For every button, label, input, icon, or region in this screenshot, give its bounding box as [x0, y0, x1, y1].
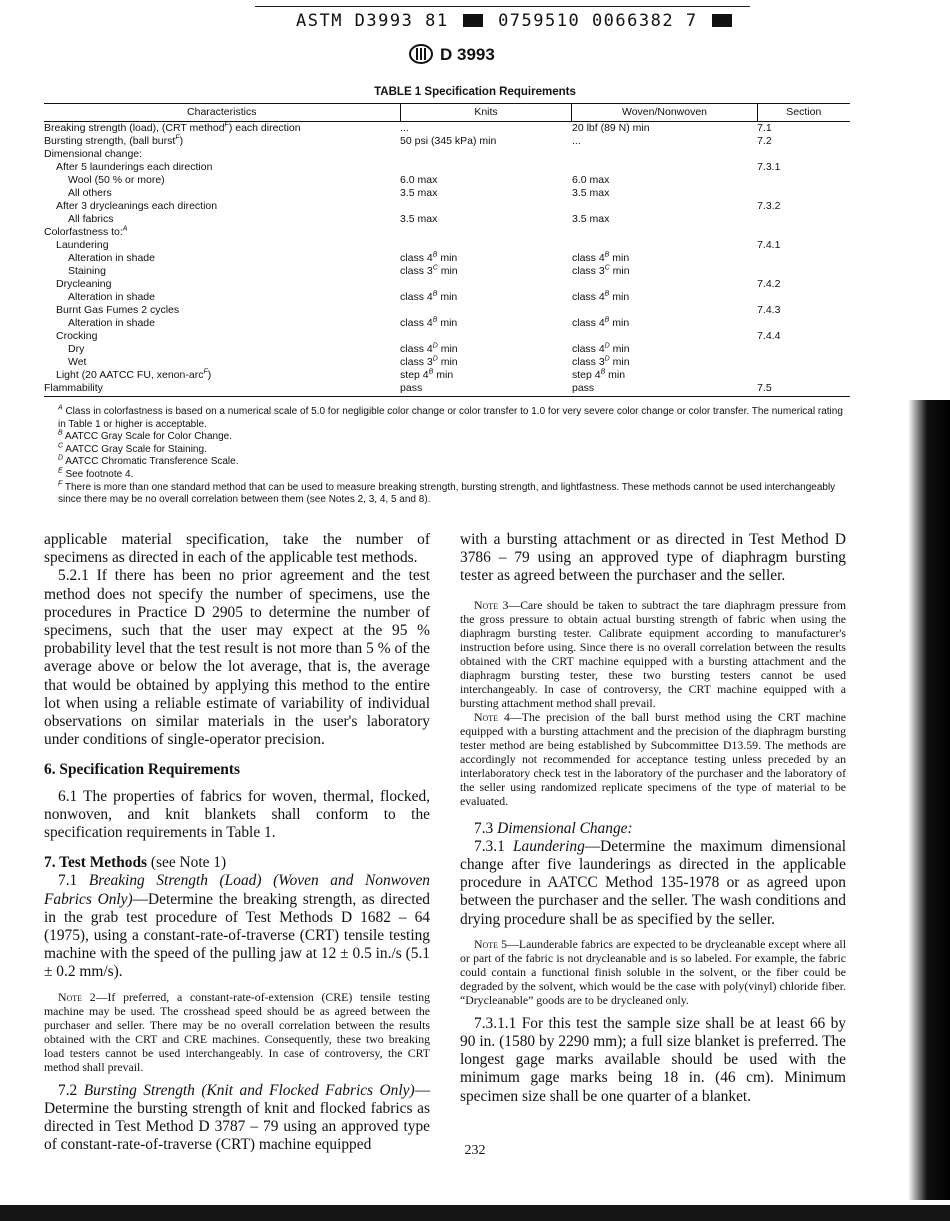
cell-knits: [400, 148, 572, 161]
cell-characteristic: Alteration in shade: [68, 252, 155, 264]
cell-section: 7.4.2: [757, 278, 781, 290]
cell-section: [757, 317, 850, 330]
cell-section: 7.3.1: [757, 161, 781, 173]
p731-body: —Determine the maximum dimensional change after five launderings as directed in the applicable procedure in AATCC Method 135-1978 or as agreed upon between the purchaser and the seller. The wash conditions and drying procedure shall be as specified by the seller.: [460, 837, 846, 928]
table-row: [44, 187, 850, 200]
p72-body: —Determine the bursting strength of knit and flocked fabrics as directed in Test Method D 3787 – 79 using an approved type of constant-rate-of-traverse (CRT) machine equipped: [44, 1081, 430, 1154]
cell-woven: [572, 304, 757, 317]
note2-label: Note 2: [58, 989, 96, 1004]
cell-knits: [400, 239, 572, 252]
cell-characteristic: Breaking strength (load), (CRT method$^F$) each direction: [44, 121, 301, 134]
note2-body: —If preferred, a constant-rate-of-extension (CRE) tensile testing machine may be used. The crosshead speed should be as agreed between the purchaser and seller. There may be no overall correlation between the results obtained with the CRT and CRE machines. Consequently, these two breaking load testers cannot be used interchangeably. In case of controversy, the CRT method shall prevail.: [44, 989, 430, 1074]
cell-woven: [572, 330, 757, 343]
cell-woven: 3.5 max: [571, 213, 610, 225]
cell-section: [757, 148, 850, 161]
note5-body: —Launderable fabrics are expected to be drycleanable except where all or part of the fabric is not drycleanable and is so labeled. For example, the fabric could contain a functional finish soluble in the solvent, or the fiber could be degraded by the solvent, which would be the case with poly(vinyl) chloride fiber. “Drycleanable” goods are to be drycleaned only.: [460, 936, 846, 1007]
cell-characteristic: Colorfastness to:$^A$: [44, 225, 128, 238]
table-row: [44, 174, 850, 187]
p72-title: Bursting Strength (Knit and Flocked Fabrics Only): [83, 1081, 415, 1099]
table-row: [44, 213, 850, 226]
cell-woven: [572, 161, 757, 174]
table-body: [44, 122, 850, 397]
cell-section: 7.1: [757, 122, 772, 134]
cell-woven: 3.5 max: [571, 187, 610, 199]
section-6-heading: 6. Specification Requirements: [44, 761, 240, 779]
cell-characteristic: Crocking: [56, 330, 98, 342]
cell-knits: class $4^B$ min: [400, 290, 458, 303]
footnote: $^E$ See footnote 4.: [58, 467, 134, 480]
footnote: $^D$ AATCC Chromatic Transference Scale.: [58, 455, 239, 468]
cell-knits: class $3^C$ min: [400, 264, 458, 277]
cell-woven: class $4^D$ min: [571, 342, 630, 355]
note4-body: —The precision of the ball burst method using the CRT machine equipped with a bursting attachment and the precision of the diaphragm bursting tester method are being established by Subcommittee D13.59. The methods are accordingly not recommended for acceptance testing unless preceded by an interlaboratory check test in the laboratory of the purchaser and the laboratory of the seller using randomized replicate specimens of the type of material to be evaluated.: [460, 709, 846, 808]
note3-body: —Care should be taken to subtract the tare diaphragm pressure from the gross pressure to obtain actual bursting strength of fabric when using the diaphragm bursting tester. Calibrate equipment according to manufacturer's instruction before using. Since there is no overall correlation between the results obtained with the CRT machine equipped with a bursting attachment and the diaphragm bursting tester, these two bursting testers cannot be used interchangeably. In case of controversy, the CRT machine equipped with a bursting attachment method shall prevail.: [460, 597, 847, 710]
cell-woven: [572, 278, 757, 291]
cell-characteristic: All others: [68, 187, 112, 199]
p731-number: 7.3.1: [474, 837, 513, 855]
cell-characteristic: Bursting strength, (ball burst$^F$): [44, 134, 184, 147]
note-4: [460, 710, 846, 808]
cell-characteristic: Dimensional change:: [44, 148, 143, 160]
footnote: $^F$ There is more than one standard method that can be used to measure breaking strength, bursting strength, and lightfastness. These methods cannot be used interchangeably since there may be no overall correlation between them (see Notes 2, 3, 4, 5 and 8).: [58, 480, 836, 506]
cell-knits: [400, 200, 572, 213]
cell-knits: step $4^B$ min: [400, 368, 454, 381]
col-header-section: Section: [757, 104, 850, 122]
cell-characteristic: Staining: [68, 265, 106, 277]
cell-section: [757, 187, 850, 200]
p71-body: —Determine the breaking strength, as directed in the grab test procedure of Test Methods D 1682 – 64 (1975), using a constant-rate-of-traverse (CRT) tensile testing machine with the speed of the pulling jaw at 12 ± 0.5 in./s (5.1 ± 0.2 mm/s).: [44, 890, 430, 981]
footnote: $^B$ AATCC Gray Scale for Color Change.: [58, 429, 232, 443]
note-3: [460, 598, 846, 710]
cell-knits: 3.5 max: [400, 213, 438, 225]
cell-knits: 3.5 max: [400, 187, 438, 199]
footnote: $^C$ AATCC Gray Scale for Staining.: [58, 442, 207, 455]
col-header-woven: Woven/Nonwoven: [572, 104, 757, 122]
paragraph-continuation: with a bursting attachment or as directed in Test Method D 3786 – 79 using an approved type of diaphragm bursting tester as agreed between the purchaser and the seller.: [460, 531, 846, 585]
paragraph-continuation: applicable material specification, take the number of specimens as directed in each of the applicable test methods.: [44, 531, 430, 567]
note5-label: Note 5: [474, 936, 508, 951]
cell-knits: [400, 330, 572, 343]
cell-section: 7.3.2: [757, 200, 781, 212]
table-row: [44, 161, 850, 174]
p73-title: Dimensional Change:: [497, 819, 633, 837]
cell-woven: [572, 226, 757, 239]
cell-woven: [572, 148, 757, 161]
cell-characteristic: Burnt Gas Fumes 2 cycles: [56, 304, 180, 316]
p72-number: 7.2: [58, 1081, 84, 1099]
cell-section: [757, 343, 850, 356]
cell-characteristic: Light (20 AATCC FU, xenon-arc$^F$): [56, 368, 212, 381]
cell-woven: class $4^B$ min: [571, 251, 630, 264]
paragraph-7-3-1-1: 7.3.1.1 For this test the sample size shall be at least 66 by 90 in. (1580 by 2290 mm); a full size blanket is preferred. The longest gage marks available should be used with the minimum gage marks being 18 in. (46 cm). Minimum specimen size shall be one quarter of a blanket.: [460, 1014, 846, 1105]
table-row: [44, 356, 850, 369]
specification-table: [44, 103, 850, 397]
cell-woven: 20 lbf (89 N) min: [571, 122, 650, 134]
cell-characteristic: Alteration in shade: [68, 317, 155, 329]
table-row: [44, 291, 850, 304]
paragraph-6-1: 6.1 The properties of fabrics for woven, thermal, flocked, nonwoven, and knit blankets shall conform to the specification requirements in Table 1.: [44, 787, 430, 842]
page-number: 232: [464, 1143, 486, 1158]
cell-woven: 6.0 max: [571, 174, 610, 186]
scan-bottom-edge: [0, 1205, 950, 1221]
cell-knits: class $3^D$ min: [400, 355, 458, 368]
paragraph-7-1: [44, 872, 430, 981]
paragraph-7-3: [460, 820, 846, 838]
header-code-part1: ASTM D3993 81: [296, 11, 449, 31]
right-column: [460, 531, 846, 1106]
note-5: [460, 937, 846, 1007]
paragraph-5-2-1: 5.2.1 If there has been no prior agreement and the test method does not specify the number of specimens, use the procedures in Practice D 2905 to determine the number of specimens, such that the user may expect at the 95 % probability level that the test result is not more than 5 % of the average above or below the lot average, that is, the average that would be obtained by applying this method to the entire lot when using a reliable estimate of variability of individual observations on similar materials in the user's laboratory under conditions of single-operator precision.: [44, 567, 430, 749]
table-row: [44, 226, 850, 239]
note4-label: Note 4: [474, 709, 510, 724]
col-header-characteristics: Characteristics: [44, 104, 400, 122]
note3-label: Note 3: [474, 597, 509, 612]
cell-woven: class $3^D$ min: [571, 355, 630, 368]
table-row: [44, 122, 850, 136]
cell-knits: [400, 161, 572, 174]
table-row: [44, 382, 850, 397]
p71-title: Breaking Strength (Load) (Woven and Nonwoven Fabrics Only): [44, 872, 430, 908]
cell-section: [757, 291, 850, 304]
astm-logo-icon: [408, 44, 434, 64]
table-row: [44, 369, 850, 382]
cell-woven: pass: [572, 382, 757, 397]
note-2: [44, 990, 430, 1074]
cell-characteristic: After 3 drycleanings each direction: [56, 200, 218, 212]
cell-section: [757, 369, 850, 382]
left-column: [44, 531, 430, 1154]
col-header-knits: Knits: [400, 104, 572, 122]
scan-edge-shadow: [908, 400, 950, 1200]
cell-characteristic: Alteration in shade: [68, 291, 155, 303]
cell-woven: class $3^C$ min: [571, 264, 630, 277]
document-code-header: [296, 11, 736, 31]
cell-section: [757, 213, 850, 226]
cell-woven: ...: [571, 135, 581, 147]
table-row: [44, 148, 850, 161]
p73-number: 7.3: [474, 819, 498, 837]
section-7-note-ref: (see Note 1): [147, 854, 227, 872]
cell-section: [757, 174, 850, 187]
cell-characteristic: All fabrics: [68, 213, 114, 225]
cell-woven: class $4^B$ min: [571, 290, 630, 303]
astm-designation: [408, 44, 495, 65]
cell-knits: ...: [400, 122, 409, 134]
p71-number: 7.1: [58, 872, 89, 890]
cell-knits: class $4^B$ min: [400, 251, 458, 264]
table-row: [44, 343, 850, 356]
cell-characteristic: Flammability: [44, 382, 400, 397]
black-block-mark: [712, 14, 732, 27]
cell-characteristic: Dry: [68, 343, 85, 355]
cell-section: 7.2: [757, 135, 772, 147]
cell-woven: [572, 239, 757, 252]
cell-woven: step $4^B$ min: [571, 368, 626, 381]
header-rule: [255, 6, 750, 7]
cell-section: [757, 265, 850, 278]
cell-section: [757, 252, 850, 265]
table-row: [44, 317, 850, 330]
table-row: [44, 239, 850, 252]
cell-section: [757, 226, 850, 239]
cell-characteristic: Drycleaning: [56, 278, 112, 290]
table-row: [44, 265, 850, 278]
header-code-part2: 0759510 0066382 7: [498, 11, 698, 31]
cell-knits: class $4^D$ min: [400, 342, 458, 355]
table-row: [44, 304, 850, 317]
black-block-mark: [463, 14, 483, 27]
table-header-row: [44, 104, 850, 122]
cell-knits: [400, 278, 572, 291]
cell-knits: 6.0 max: [400, 174, 438, 186]
cell-characteristic: Wet: [68, 356, 87, 368]
table-row: [44, 252, 850, 265]
table-row: [44, 278, 850, 291]
cell-woven: class $4^B$ min: [571, 316, 630, 329]
p731-title: Laundering: [512, 837, 585, 855]
cell-section: 7.5: [757, 382, 850, 397]
cell-section: [757, 356, 850, 369]
section-7-title: 7. Test Methods: [44, 854, 148, 872]
cell-knits: class $4^B$ min: [400, 316, 458, 329]
table-footnotes: [44, 406, 850, 507]
cell-knits: pass: [400, 382, 572, 397]
cell-knits: [400, 304, 572, 317]
table-row: [44, 200, 850, 213]
paragraph-7-3-1: [460, 838, 846, 929]
cell-characteristic: Laundering: [56, 239, 109, 251]
designation-number: D 3993: [440, 45, 495, 64]
cell-characteristic: After 5 launderings each direction: [56, 161, 213, 173]
section-7-heading: [44, 854, 430, 872]
cell-section: 7.4.1: [757, 239, 781, 251]
footnote: $^A$ Class in colorfastness is based on a numerical scale of 5.0 for negligible color change or color transfer to 1.0 for very severe color change or color transfer. The numerical rating in Table 1 or higher is acceptable.: [58, 404, 843, 430]
table-title: TABLE 1 Specification Requirements: [374, 86, 576, 98]
cell-woven: [572, 200, 757, 213]
cell-knits: [400, 226, 572, 239]
cell-section: 7.4.4: [757, 330, 781, 342]
cell-section: 7.4.3: [757, 304, 781, 316]
cell-characteristic: Wool (50 % or more): [68, 174, 165, 186]
table-row: [44, 135, 850, 148]
cell-knits: 50 psi (345 kPa) min: [400, 135, 497, 147]
table-row: [44, 330, 850, 343]
